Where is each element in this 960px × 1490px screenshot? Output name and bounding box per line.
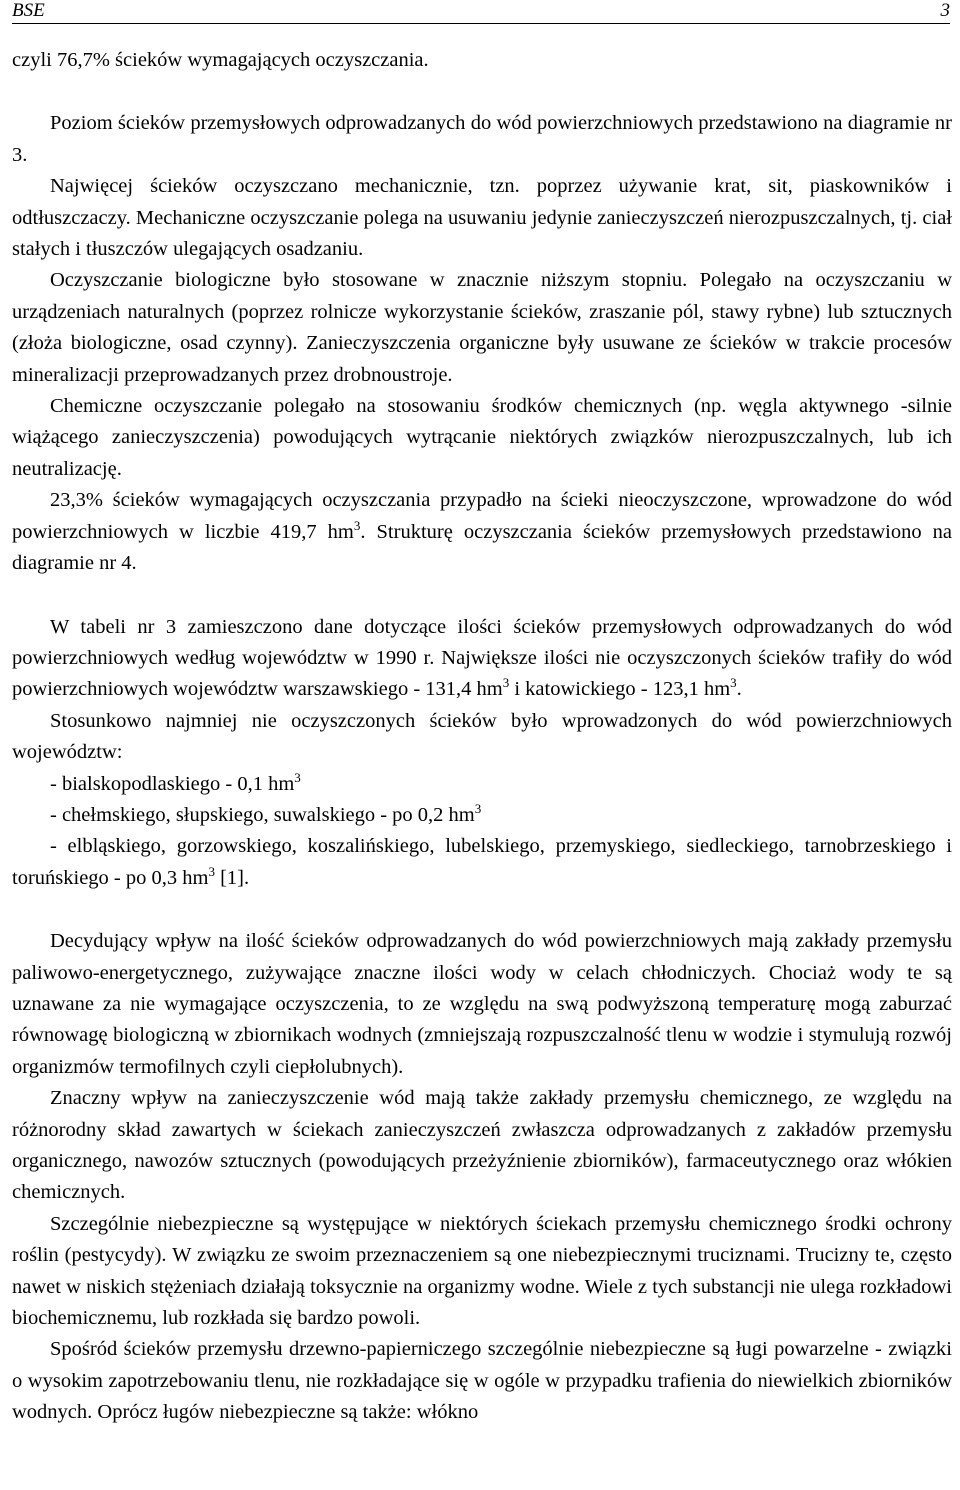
superscript: 3	[730, 675, 737, 691]
paragraph-text: i katowickiego - 123,1 hm	[509, 678, 731, 701]
paragraph-text: W tabeli nr 3 zamieszczono dane dotyczące ilości ścieków przemysłowych odprowadzanych do wód powierzchniowych według województw w 1990 r. Największe ilości nie oczyszczonych ścieków trafiły do wód powierzchniowych województw warszawskiego - 131,4 hm	[12, 615, 952, 701]
page-number: 3	[940, 0, 950, 21]
paragraph-text: .	[736, 678, 742, 701]
paragraph: Chemiczne oczyszczanie polegało na stosowaniu środków chemicznych (np. węgla aktywnego -silnie wiążącego zanieczyszczenia) powodujących wytrącanie niektórych związków nierozpuszczalnych, lub ich neutralizację.	[12, 395, 952, 480]
paragraph: Najwięcej ścieków oczyszczano mechanicznie, tzn. poprzez używanie krat, sit, piaskowników i odtłuszczaczy. Mechaniczne oczyszczanie polega na usuwaniu jedynie zanieczyszczeń nierozpuszczalnych, tj. ciał stałych i tłuszczów ulegających osadzaniu.	[12, 175, 952, 261]
paragraph: Szczególnie niebezpieczne są występujące w niektórych ściekach przemysłu chemicznego środki ochrony roślin (pestycydy). W związku ze swoim przeznaczeniem są one niebezpiecznymi truciznami. Trucizny te, często nawet w niskich stężeniach działają toksycznie na organizmy wodne. Wiele z tych substancji nie ulega rozkładowi biochemicznemu, lub rozkłada się bardzo powoli.	[12, 1212, 952, 1330]
paragraph-text: 23,3% ścieków wymagających oczyszczania przypadło na ścieki nieoczyszczone, wprowadzone do wód powierzchniowych w liczbie 419,7 hm	[12, 489, 952, 543]
paragraph-text: . Strukturę oczyszczania ścieków przemysłowych przedstawiono na diagramie nr 4.	[12, 520, 952, 575]
paragraph: Stosunkowo najmniej nie oczyszczonych ścieków było wprowadzonych do wód powierzchniowych województw:	[12, 709, 952, 764]
list-item	[12, 769, 952, 800]
list-item-text: - elbląskiego, gorzowskiego, koszalińskiego, lubelskiego, przemyskiego, siedleckiego, tarnobrzeskiego i toruńskiego - po 0,3 hm	[12, 835, 952, 889]
paragraph	[12, 485, 952, 579]
superscript: 3	[353, 517, 361, 533]
superscript: 3	[474, 801, 482, 817]
superscript: 3	[294, 769, 301, 785]
paragraph: Decydujący wpływ na ilość ścieków odprowadzanych do wód powierzchniowych mają zakłady przemysłu paliwowo-energetycznego, zużywające znaczne ilości wody w celach chłodniczych. Chociaż wody te są uznawane za nie wymagające oczyszczenia, to ze względu na swą podwyższoną temperaturę mogą zaburzać równowagę biologiczną w zbiornikach wodnych (zmniejszają rozpuszczalność tlenu w wodzie i stymulują rozwój organizmów termofilnych czyli ciepłolubnych).	[12, 930, 952, 1078]
document-body	[12, 45, 952, 1429]
paragraph: Spośród ścieków przemysłu drzewno-papierniczego szczególnie niebezpieczne są ługi powarzelne - związki o wysokim zapotrzebowaniu tlenu, nie rozkładające się w ogóle w przypadku trafienia do niewielkich zbiorników wodnych. Oprócz ługów niebezpieczne są także: włókno	[12, 1338, 952, 1424]
paragraph: Oczyszczanie biologiczne było stosowane w znacznie niższym stopniu. Polegało na oczyszczaniu w urządzeniach naturalnych (poprzez rolnicze wykorzystanie ścieków, zraszanie pól, stawy rybne) lub sztucznych (złoża biologiczne, osad czynny). Zanieczyszczenia organiczne były usuwane ze ścieków w trakcie procesów mineralizacji przeprowadzanych przez drobnoustroje.	[12, 269, 952, 386]
list-item	[12, 831, 952, 894]
list-item-text: - chełmskiego, słupskiego, suwalskiego - po 0,2 hm	[50, 803, 475, 826]
paragraph	[12, 612, 952, 706]
spacer	[12, 580, 952, 612]
list-item	[12, 800, 952, 831]
header-journal-abbrev: BSE	[12, 0, 45, 21]
spacer	[12, 894, 952, 926]
superscript: 3	[208, 863, 215, 879]
list-item-text: [1].	[214, 866, 250, 889]
paragraph: czyli 76,7% ścieków wymagających oczyszczania.	[12, 49, 429, 71]
spacer	[12, 76, 952, 108]
running-header	[12, 0, 950, 24]
paragraph: Znaczny wpływ na zanieczyszczenie wód mają także zakłady przemysłu chemicznego, ze względu na różnorodny skład zawartych w ściekach zanieczyszczeń zwłaszcza odprowadzanych z zakładów przemysłu organicznego, nawozów sztucznych (powodujących przeżyźnienie zbiorników), farmaceutycznego oraz włókien chemicznych.	[12, 1087, 952, 1204]
superscript: 3	[502, 675, 510, 691]
list-item-text: - bialskopodlaskiego - 0,1 hm	[50, 772, 295, 795]
paragraph: Poziom ścieków przemysłowych odprowadzanych do wód powierzchniowych przedstawiono na diagramie nr 3.	[12, 112, 952, 166]
